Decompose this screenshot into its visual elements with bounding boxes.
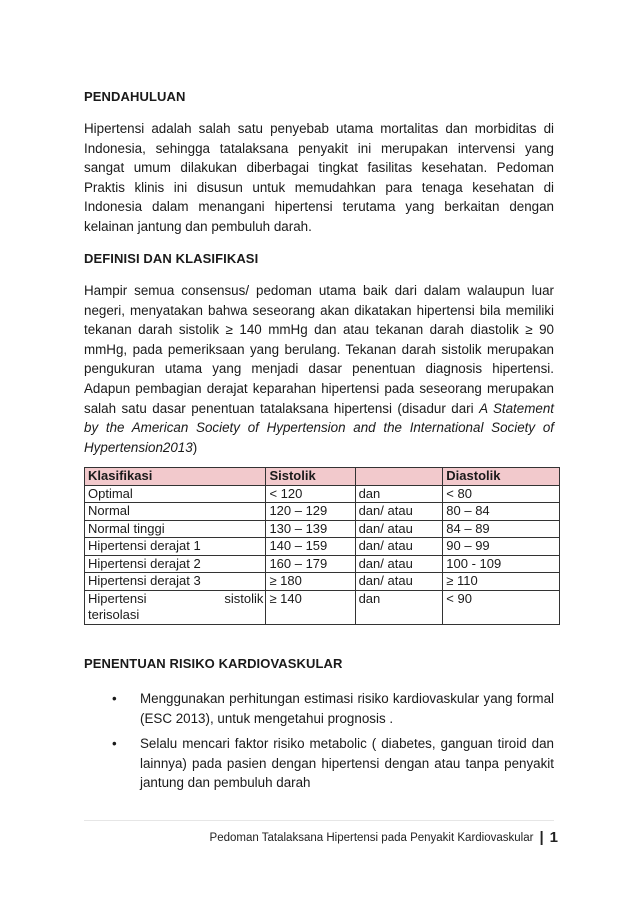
table-row: [85, 538, 560, 556]
cell-class: Optimal: [85, 485, 266, 503]
page-footer: [210, 829, 558, 846]
definition-text: Hampir semua consensus/ pedoman utama baik dari dalam walaupun luar negeri, menyatakan bahwa seseorang akan dikatakan hipertensi bila memiliki tekanan darah sistolik ≥ 140 mmHg dan atau tekanan darah diastolik ≥ 90 mmHg, pada pemeriksaan yang berulang. Tekanan darah sistolik merupakan pengukuran utama yang menjadi dasar penentuan diagnosis hipertensi. Adapun pembagian derajat keparahan hipertensi pada seseorang merupakan salah satu dasar penentuan tatalaksana hipertensi (disadur dari: [84, 283, 554, 416]
cell-diastolic: 90 – 99: [443, 538, 560, 556]
list-item-text: Selalu mencari faktor risiko metabolic ( diabetes, ganguan tiroid dan lainnya) pada pasien dengan hipertensi dengan atau tanpa penyakit jantung dan pembuluh darah: [140, 736, 554, 791]
cell-class: Hipertensi derajat 1: [85, 538, 266, 556]
cell-class: Hipertensi derajat 3: [85, 573, 266, 591]
definition-citation: A Statement by the American Society of Hypertension and the International Society of Hypertension2013: [84, 400, 554, 455]
intro-paragraph: Hipertensi adalah salah satu penyebab utama mortalitas dan morbiditas di Indonesia, sehingga tatalaksana penyakit ini merupakan intervensi yang sangat umum dilakukan diberbagai tingkat fasilitas kesehatan. Pedoman Praktis klinis ini disusun untuk memudahkan para tenaga kesehatan di Indonesia dalam menangani hipertensi terutama yang berkaitan dengan kelainan jantung dan pembuluh darah.: [84, 121, 554, 234]
cell-systolic: 130 – 139: [266, 520, 355, 538]
cell-connector: dan/ atau: [355, 520, 443, 538]
risk-bullet-list: [84, 689, 560, 799]
table-row: [85, 520, 560, 538]
risk-heading: PENENTUAN RISIKO KARDIOVASKULAR: [84, 656, 343, 671]
cell-connector: dan/ atau: [355, 555, 443, 573]
table-row: [85, 590, 560, 624]
definition-heading: DEFINISI DAN KLASIFIKASI: [84, 251, 259, 266]
list-item: [84, 734, 554, 793]
cell-diastolic: < 90: [443, 590, 560, 624]
cell-connector: dan: [355, 485, 443, 503]
header-klasifikasi: Klasifikasi: [85, 468, 266, 486]
footer-separator: |: [539, 829, 544, 846]
cell-connector: dan/ atau: [355, 538, 443, 556]
cell-class: Normal: [85, 503, 266, 521]
cell-diastolic: 100 - 109: [443, 555, 560, 573]
cell-systolic: ≥ 140: [266, 590, 355, 624]
table-header-row: [85, 468, 560, 486]
bullet-icon: •: [112, 736, 117, 752]
cell-connector: dan/ atau: [355, 503, 443, 521]
definition-paragraph: [84, 281, 554, 457]
header-sistolik: Sistolik: [266, 468, 355, 486]
table-row: [85, 555, 560, 573]
header-connector: [355, 468, 443, 486]
bullet-icon: •: [112, 691, 117, 706]
cell-connector: dan/ atau: [355, 573, 443, 591]
cell-class: [85, 590, 266, 624]
cell-class: Hipertensi derajat 2: [85, 555, 266, 573]
intro-heading: PENDAHULUAN: [84, 89, 186, 104]
list-item: [84, 689, 554, 728]
cell-systolic: 140 – 159: [266, 538, 355, 556]
cell-class-line2: terisolasi: [88, 607, 140, 622]
footer-title: Pedoman Tatalaksana Hipertensi pada Penyakit Kardiovaskular: [209, 831, 534, 844]
cell-systolic: 120 – 129: [266, 503, 355, 521]
cell-systolic: 160 – 179: [266, 555, 355, 573]
cell-connector: dan: [355, 590, 443, 624]
cell-class-line1: Hipertensi sistolik: [88, 590, 264, 606]
cell-diastolic: ≥ 110: [443, 573, 560, 591]
cell-systolic: < 120: [266, 485, 355, 503]
table-row: [85, 503, 560, 521]
header-diastolik: Diastolik: [443, 468, 560, 486]
classification-table: [84, 467, 560, 625]
page-number: 1: [549, 829, 558, 846]
table-row: [85, 485, 560, 503]
list-item-text: Menggunakan perhitungan estimasi risiko kardiovaskular yang formal (ESC 2013), untuk mengetahui prognosis .: [140, 691, 554, 726]
table-row: [85, 573, 560, 591]
cell-diastolic: 84 – 89: [443, 520, 560, 538]
definition-close: ): [192, 439, 198, 455]
cell-class: Normal tinggi: [85, 520, 266, 538]
footer-divider: [84, 820, 554, 821]
cell-diastolic: 80 – 84: [443, 503, 560, 521]
cell-diastolic: < 80: [443, 485, 560, 503]
cell-systolic: ≥ 180: [266, 573, 355, 591]
